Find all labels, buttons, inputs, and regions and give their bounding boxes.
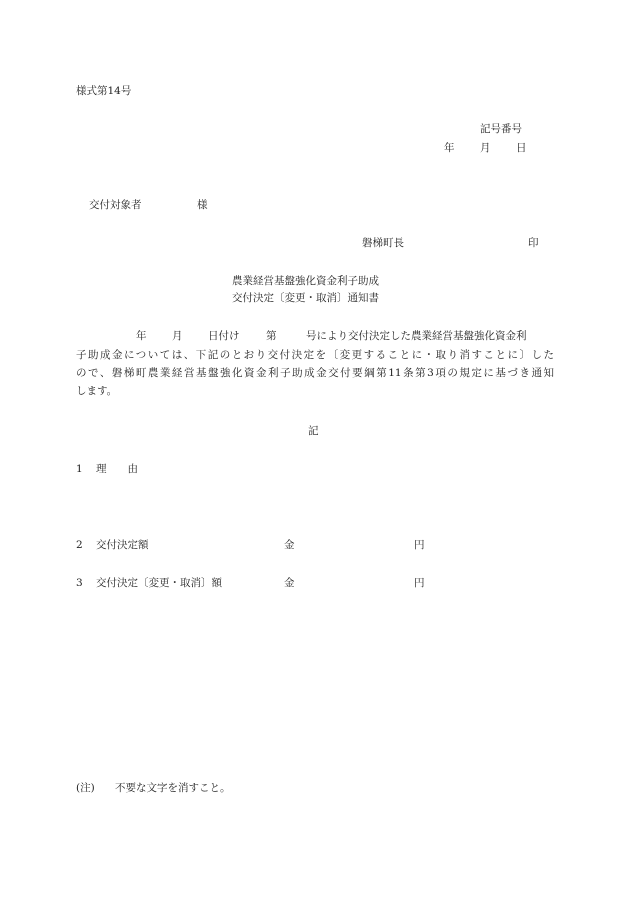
- issuer-seal: 印: [528, 237, 539, 249]
- body-day-issued: 日付け: [208, 330, 240, 342]
- item-1-label: 理 由: [96, 463, 138, 475]
- body-line-4: します。: [76, 385, 118, 397]
- document-title-line1: 農業経営基盤強化資金利子助成: [232, 275, 379, 287]
- item-2-number: 2: [76, 539, 83, 551]
- addressee-label: 交付対象者: [89, 199, 142, 211]
- item-3-currency-prefix: 金: [284, 577, 295, 589]
- date-day: 日: [516, 142, 527, 154]
- item-3-currency-unit: 円: [414, 577, 425, 589]
- body-line-2: 子助成金については、下記のとおり交付決定を〔変更することに・取り消すことに〕した: [76, 349, 554, 361]
- item-2-currency-unit: 円: [414, 539, 425, 551]
- date-month: 月: [480, 142, 491, 154]
- item-3-number: 3: [76, 577, 83, 589]
- form-number: 様式第14号: [76, 85, 132, 97]
- record-number-label: 記号番号: [480, 123, 522, 135]
- item-3-label: 交付決定〔変更・取消〕額: [96, 577, 222, 589]
- item-1-number: 1: [76, 463, 83, 475]
- footnote-marker: (注): [76, 782, 95, 794]
- date-year: 年: [444, 142, 455, 154]
- document-title-line2: 交付決定〔変更・取消〕通知書: [232, 292, 379, 304]
- footnote-text: 不要な文字を消すこと。: [115, 782, 231, 794]
- body-line-3: ので、磐梯町農業経営基盤強化資金利子助成金交付要綱第11条第3項の規定に基づき通知: [76, 367, 554, 379]
- body-line1-rest: 号により交付決定した農業経営基盤強化資金利: [306, 330, 527, 342]
- body-month: 月: [172, 330, 183, 342]
- item-2-label: 交付決定額: [96, 539, 149, 551]
- item-2-currency-prefix: 金: [284, 539, 295, 551]
- body-year: 年: [136, 330, 147, 342]
- addressee-honorific: 様: [197, 199, 208, 211]
- note-heading: 記: [308, 425, 319, 437]
- body-number-prefix: 第: [266, 330, 277, 342]
- issuer-title: 磐梯町長: [362, 237, 404, 249]
